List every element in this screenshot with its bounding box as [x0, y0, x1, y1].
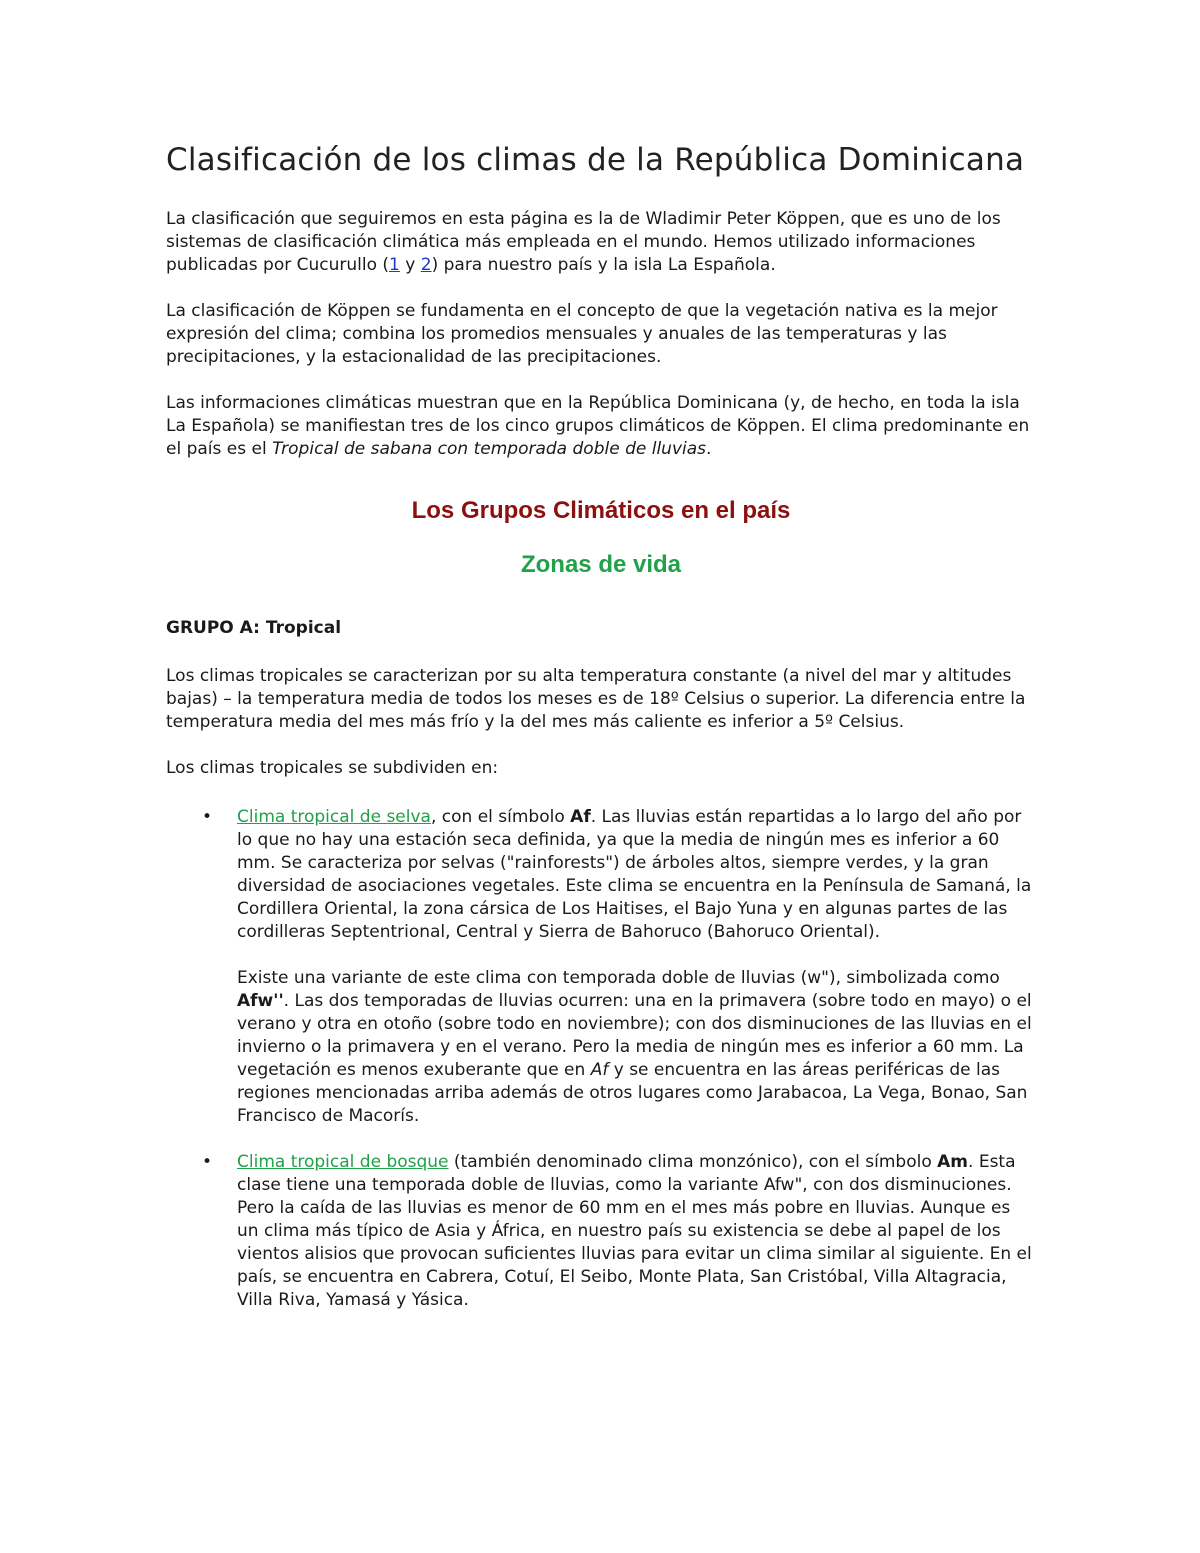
- am-text-1: (también denominado clima monzónico), con el símbolo: [448, 1152, 938, 1172]
- afw-text-2: . Las dos temporadas de lluvias ocurren: una en la primavera (sobre todo en mayo) o el verano y otra en otoño (sobre todo en noviembre); con dos disminuciones de las lluvias en el invierno o la primavera y en el verano. Pero la media de ningún mes es inferior a 60 mm. La vegetación es menos exuberante que en: [237, 991, 1032, 1080]
- list-item-af: [166, 806, 1036, 1128]
- am-symbol: Am: [937, 1152, 969, 1172]
- af-symbol: Af: [570, 807, 591, 827]
- page-title: Clasificación de los climas de la República Dominicana: [166, 142, 1025, 178]
- afw-variant-paragraph: [237, 967, 1036, 1128]
- climate-list: [166, 806, 1036, 1312]
- subdivide-intro: Los climas tropicales se subdividen en:: [166, 758, 499, 778]
- group-a-description: Los climas tropicales se caracterizan por su alta temperatura constante (a nivel del mar y altitudes bajas) – la temperatura media de todos los meses es de 18º Celsius o superior. La diferencia entre la temperatura media del mes más frío y la del mes más caliente es inferior a 5º Celsius.: [166, 666, 1026, 732]
- zones-heading: Zonas de vida: [520, 551, 682, 578]
- intro-connector: y: [399, 255, 421, 275]
- link-clima-tropical-bosque[interactable]: Clima tropical de bosque: [237, 1152, 449, 1172]
- list-item-am: [166, 1151, 1036, 1312]
- groups-heading: Los Grupos Climáticos en el país: [411, 497, 791, 524]
- document-page: [166, 138, 1036, 1312]
- am-text-2: . Esta clase tiene una temporada doble de lluvias, como la variante Afw", con dos disminuciones. Pero la caída de las lluvias es menor de 60 mm en el mes más pobre en lluvias. Aunque es un clima más típico de Asia y África, en nuestro país su existencia se debe al papel de los vientos alisios que provocan suficientes lluvias para evitar un clima similar al siguiente. En el país, se encuentra en Cabrera, Cotuí, El Seibo, Monte Plata, San Cristóbal, Villa Altagracia, Villa Riva, Yamasá y Yásica.: [237, 1152, 1032, 1310]
- intro-ending: ) para nuestro país y la isla La Española.: [431, 255, 776, 275]
- predominant-climate: Tropical de sabana con temporada doble de lluvias: [272, 439, 707, 459]
- reference-link-2[interactable]: 2: [420, 255, 432, 275]
- af-italic: Af: [590, 1060, 609, 1080]
- list-item-text: [237, 806, 1036, 944]
- group-a-title: GRUPO A: Tropical: [166, 618, 342, 638]
- climate-info-paragraph: [166, 392, 1036, 461]
- afw-text-1: Existe una variante de este clima con temporada doble de lluvias (w"), simbolizada como: [237, 968, 1000, 988]
- link-clima-tropical-selva[interactable]: Clima tropical de selva: [237, 807, 431, 827]
- bullet-icon: •: [202, 807, 213, 827]
- afw-text-3: y se encuentra en las áreas periféricas de las regiones mencionadas arriba además de otros lugares como Jarabacoa, La Vega, Bonao, San Francisco de Macorís.: [237, 1060, 1028, 1126]
- list-item-text: [237, 1151, 1036, 1312]
- bullet-icon: •: [202, 1152, 213, 1172]
- intro-text: La clasificación que seguiremos en esta página es la de Wladimir Peter Köppen, que es uno de los sistemas de clasificación climática más empleada en el mundo. Hemos utilizado informaciones publicadas por Cucurullo (: [166, 209, 1001, 275]
- koppen-paragraph: La clasificación de Köppen se fundamenta en el concepto de que la vegetación nativa es la mejor expresión del clima; combina los promedios mensuales y anuales de las temperaturas y las precipitaciones, y la estacionalidad de las precipitaciones.: [166, 301, 998, 367]
- af-text-1: , con el símbolo: [430, 807, 571, 827]
- climate-info-text: Las informaciones climáticas muestran que en la República Dominicana (y, de hecho, en toda la isla La Española) se manifiestan tres de los cinco grupos climáticos de Köppen. El clima predominante en el país es el: [166, 393, 1030, 459]
- intro-paragraph: [166, 208, 1036, 277]
- af-text-2: . Las lluvias están repartidas a lo largo del año por lo que no hay una estación seca definida, ya que la media de ningún mes es inferior a 60 mm. Se caracteriza por selvas ("rainforests") de árboles altos, siempre verdes, y la gran diversidad de asociaciones vegetales. Este clima se encuentra en la Península de Samaná, la Cordillera Oriental, la zona cársica de Los Haitises, el Bajo Yuna y en algunas partes de las cordilleras Septentrional, Central y Sierra de Bahoruco (Bahoruco Oriental).: [237, 807, 1032, 942]
- reference-link-1[interactable]: 1: [389, 255, 400, 275]
- climate-info-end: .: [706, 439, 712, 459]
- afw-symbol: Afw'': [237, 991, 284, 1011]
